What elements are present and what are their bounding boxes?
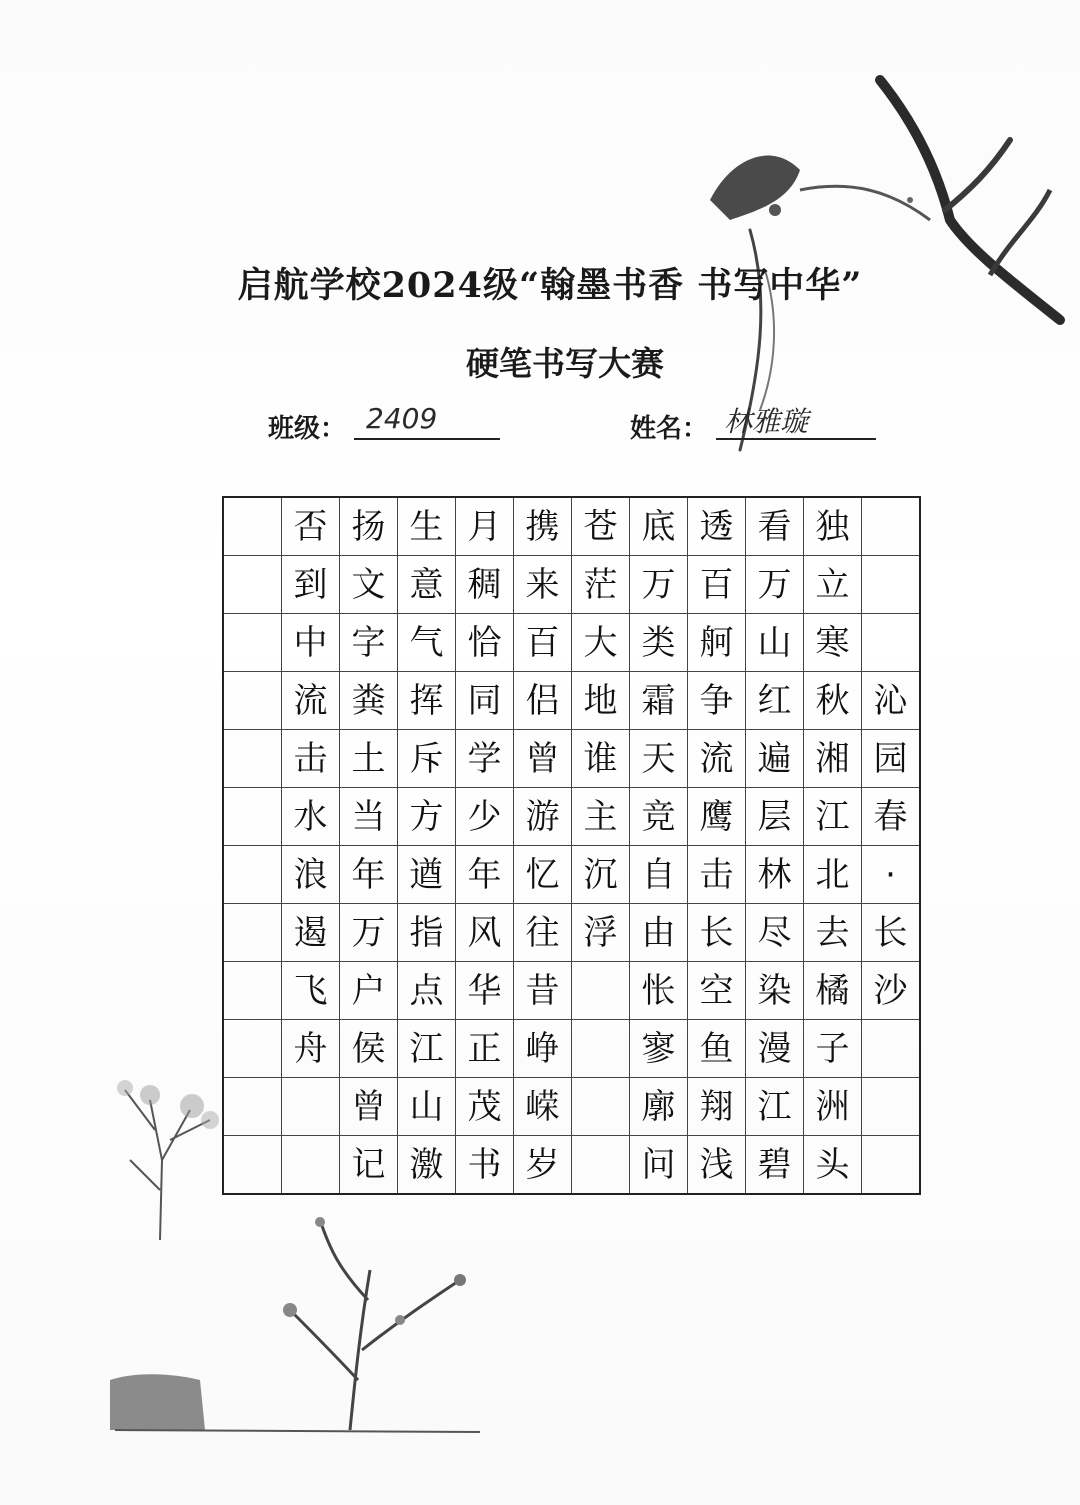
grid-cell: 挥 — [398, 672, 456, 730]
grid-cell: 文 — [340, 556, 398, 614]
grid-row — [223, 788, 920, 846]
grid-cell: 层 — [746, 788, 804, 846]
grid-cell: 林 — [746, 846, 804, 904]
grid-cell: 户 — [340, 962, 398, 1020]
grid-cell — [223, 1020, 282, 1078]
grid-cell: 遍 — [746, 730, 804, 788]
grid-cell: 曾 — [514, 730, 572, 788]
grid-cell: 春 — [862, 788, 921, 846]
grid-cell: 橘 — [804, 962, 862, 1020]
grid-cell: 沙 — [862, 962, 921, 1020]
grid-cell: 斥 — [398, 730, 456, 788]
grid-cell: 往 — [514, 904, 572, 962]
grid-cell: 尽 — [746, 904, 804, 962]
grid-cell: 昔 — [514, 962, 572, 1020]
grid-cell: 中 — [282, 614, 340, 672]
grid-cell: 长 — [688, 904, 746, 962]
grid-cell: 争 — [688, 672, 746, 730]
grid-cell — [862, 556, 921, 614]
grid-cell: 携 — [514, 497, 572, 556]
grid-cell: 浪 — [282, 846, 340, 904]
grid-row — [223, 1020, 920, 1078]
grid-cell: 风 — [456, 904, 514, 962]
grid-cell: 廓 — [630, 1078, 688, 1136]
grid-cell: 忆 — [514, 846, 572, 904]
grid-cell: 去 — [804, 904, 862, 962]
grid-cell: 洲 — [804, 1078, 862, 1136]
grid-row — [223, 556, 920, 614]
grid-cell: 来 — [514, 556, 572, 614]
grid-cell: 水 — [282, 788, 340, 846]
grid-cell: 土 — [340, 730, 398, 788]
grid-cell: 沁 — [862, 672, 921, 730]
grid-cell — [223, 904, 282, 962]
grid-cell: 江 — [804, 788, 862, 846]
grid-cell: 稠 — [456, 556, 514, 614]
ink-plant-bottom — [100, 1210, 500, 1450]
grid-cell: 天 — [630, 730, 688, 788]
grid-cell: 湘 — [804, 730, 862, 788]
grid-cell: 扬 — [340, 497, 398, 556]
grid-cell: 由 — [630, 904, 688, 962]
grid-cell: 山 — [398, 1078, 456, 1136]
grid-cell: 自 — [630, 846, 688, 904]
class-value: 2409 — [366, 402, 438, 435]
class-label: 班级： — [268, 414, 347, 444]
grid-cell: 茂 — [456, 1078, 514, 1136]
grid-cell — [572, 1136, 630, 1195]
grid-row — [223, 614, 920, 672]
grid-cell: 岁 — [514, 1136, 572, 1195]
grid-cell: 万 — [340, 904, 398, 962]
grid-cell — [223, 1136, 282, 1195]
grid-cell: 流 — [688, 730, 746, 788]
grid-cell: 侯 — [340, 1020, 398, 1078]
grid-cell: 正 — [456, 1020, 514, 1078]
grid-cell: 月 — [456, 497, 514, 556]
grid-cell: 立 — [804, 556, 862, 614]
grid-cell: 侣 — [514, 672, 572, 730]
grid-cell: 击 — [688, 846, 746, 904]
grid-cell: 漫 — [746, 1020, 804, 1078]
grid-cell: 击 — [282, 730, 340, 788]
grid-cell: 学 — [456, 730, 514, 788]
grid-cell — [223, 497, 282, 556]
grid-cell: 沉 — [572, 846, 630, 904]
grid-cell: 红 — [746, 672, 804, 730]
grid-cell: 舸 — [688, 614, 746, 672]
grid-cell: 嵘 — [514, 1078, 572, 1136]
grid-cell: 翔 — [688, 1078, 746, 1136]
grid-cell: 鱼 — [688, 1020, 746, 1078]
grid-cell: 遒 — [398, 846, 456, 904]
grid-cell: 舟 — [282, 1020, 340, 1078]
grid-cell: 到 — [282, 556, 340, 614]
grid-cell: 透 — [688, 497, 746, 556]
grid-cell: 染 — [746, 962, 804, 1020]
grid-cell: 意 — [398, 556, 456, 614]
grid-row — [223, 1078, 920, 1136]
grid-cell: 鹰 — [688, 788, 746, 846]
grid-cell: 问 — [630, 1136, 688, 1195]
grid-cell: 浮 — [572, 904, 630, 962]
grid-cell: 底 — [630, 497, 688, 556]
grid-cell: 华 — [456, 962, 514, 1020]
grid-cell: 独 — [804, 497, 862, 556]
grid-cell — [223, 962, 282, 1020]
grid-cell: 当 — [340, 788, 398, 846]
grid-row — [223, 904, 920, 962]
grid-cell: 否 — [282, 497, 340, 556]
grid-cell — [282, 1136, 340, 1195]
grid-cell: 万 — [746, 556, 804, 614]
grid-cell: 同 — [456, 672, 514, 730]
grid-cell — [862, 1020, 921, 1078]
grid-cell — [223, 556, 282, 614]
grid-cell — [572, 962, 630, 1020]
grid-cell: 江 — [746, 1078, 804, 1136]
grid-cell: 寒 — [804, 614, 862, 672]
grid-cell: 遏 — [282, 904, 340, 962]
grid-cell: 空 — [688, 962, 746, 1020]
grid-cell: 生 — [398, 497, 456, 556]
grid-cell: 茫 — [572, 556, 630, 614]
grid-cell: 北 — [804, 846, 862, 904]
grid-cell: 粪 — [340, 672, 398, 730]
grid-cell — [223, 788, 282, 846]
grid-cell: 山 — [746, 614, 804, 672]
grid-cell — [572, 1078, 630, 1136]
grid-row — [223, 497, 920, 556]
grid-cell: 苍 — [572, 497, 630, 556]
grid-cell: 峥 — [514, 1020, 572, 1078]
grid-cell: 地 — [572, 672, 630, 730]
grid-cell — [862, 1136, 921, 1195]
grid-cell: 百 — [688, 556, 746, 614]
grid-cell: 大 — [572, 614, 630, 672]
name-value: 林雅璇 — [724, 405, 809, 438]
grid-cell — [572, 1020, 630, 1078]
grid-cell: 少 — [456, 788, 514, 846]
grid-row — [223, 846, 920, 904]
grid-cell: 主 — [572, 788, 630, 846]
grid-cell: 碧 — [746, 1136, 804, 1195]
grid-cell: 记 — [340, 1136, 398, 1195]
grid-cell: 流 — [282, 672, 340, 730]
grid-cell — [223, 614, 282, 672]
writing-grid — [222, 496, 921, 1195]
grid-cell — [862, 614, 921, 672]
grid-cell: 方 — [398, 788, 456, 846]
grid-cell: 恰 — [456, 614, 514, 672]
grid-row — [223, 730, 920, 788]
grid-cell: 头 — [804, 1136, 862, 1195]
grid-cell — [223, 1078, 282, 1136]
grid-cell: 霜 — [630, 672, 688, 730]
grid-cell: 游 — [514, 788, 572, 846]
grid-cell: 激 — [398, 1136, 456, 1195]
grid-cell — [862, 497, 921, 556]
grid-cell: 看 — [746, 497, 804, 556]
grid-cell: 字 — [340, 614, 398, 672]
grid-cell: 点 — [398, 962, 456, 1020]
grid-cell: 园 — [862, 730, 921, 788]
grid-cell: 寥 — [630, 1020, 688, 1078]
grid-cell: 年 — [340, 846, 398, 904]
grid-cell: 指 — [398, 904, 456, 962]
grid-cell: 江 — [398, 1020, 456, 1078]
grid-cell: 飞 — [282, 962, 340, 1020]
grid-cell: 万 — [630, 556, 688, 614]
grid-cell: 子 — [804, 1020, 862, 1078]
grid-row — [223, 672, 920, 730]
grid-row — [223, 962, 920, 1020]
name-label: 姓名： — [630, 414, 709, 444]
grid-cell: 气 — [398, 614, 456, 672]
page-subtitle: 硬笔书写大赛 — [466, 344, 664, 383]
grid-cell — [282, 1078, 340, 1136]
grid-cell: 竞 — [630, 788, 688, 846]
grid-cell — [862, 1078, 921, 1136]
grid-cell: 怅 — [630, 962, 688, 1020]
grid-cell: 书 — [456, 1136, 514, 1195]
page-title: 启航学校2024级“翰墨书香 书写中华” — [237, 265, 863, 306]
grid-cell — [223, 672, 282, 730]
grid-cell — [223, 730, 282, 788]
grid-cell: 秋 — [804, 672, 862, 730]
grid-cell: 年 — [456, 846, 514, 904]
grid-cell: 曾 — [340, 1078, 398, 1136]
grid-cell: 浅 — [688, 1136, 746, 1195]
grid-cell: 类 — [630, 614, 688, 672]
grid-cell: 谁 — [572, 730, 630, 788]
grid-cell: 百 — [514, 614, 572, 672]
grid-row — [223, 1136, 920, 1195]
grid-cell: · — [862, 846, 921, 904]
grid-cell: 长 — [862, 904, 921, 962]
grid-cell — [223, 846, 282, 904]
